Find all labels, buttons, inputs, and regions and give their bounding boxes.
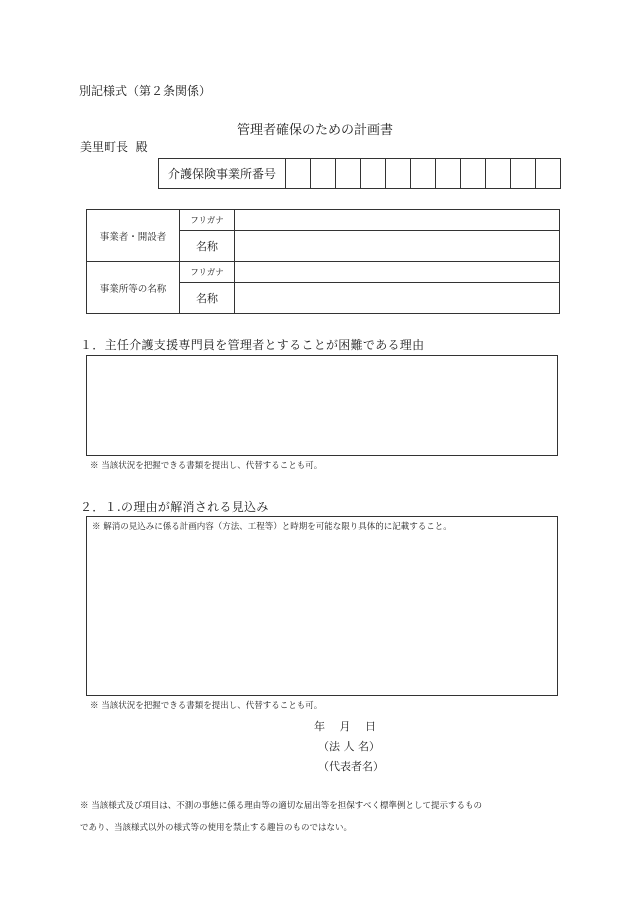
office-number-digit[interactable] [511,159,536,188]
representative-name-label: （代表者名） [318,760,384,773]
office-number-digit[interactable] [486,159,511,188]
form-reference: 別記様式（第２条関係） [79,84,212,98]
section1-textbox[interactable] [86,355,558,456]
facility-name-field[interactable] [235,283,560,314]
addressee: 美里町長 殿 [80,140,148,154]
office-number-digit[interactable] [411,159,436,188]
office-number-digit[interactable] [361,159,386,188]
section1-note: ※ 当該状況を把握できる書類を提出し、代替することも可。 [90,461,323,471]
office-number-digit[interactable] [286,159,311,188]
office-number-digit[interactable] [311,159,336,188]
corporation-name-label: （法 人 名） [318,740,380,753]
operator-label: 事業者・開設者 [87,210,180,262]
section2-instruction: ※ 解消の見込みに係る計画内容（方法、工程等）と時期を可能な限り具体的に記載すること。 [92,522,452,532]
date-line: 年 月 日 [314,720,376,733]
office-number-digit[interactable] [386,159,411,188]
footer-note-line1: ※ 当該様式及び項目は、不測の事態に係る理由等の適切な届出等を担保すべく標準例として提示するもの [80,801,483,811]
office-number-digit[interactable] [336,159,361,188]
office-number-digit[interactable] [461,159,486,188]
office-number-table [158,158,561,189]
operator-name-field[interactable] [235,231,560,262]
footer-note-line2: であり、当該様式以外の様式等の使用を禁止する趣旨のものではない。 [80,823,353,833]
office-number-digit[interactable] [536,159,560,188]
section2-textbox[interactable] [86,516,558,696]
office-number-digit[interactable] [436,159,461,188]
facility-name-label: 名称 [180,283,235,314]
applicant-info-table [86,209,560,314]
facility-label: 事業所等の名称 [87,262,180,314]
document-title: 管理者確保のための計画書 [236,123,393,138]
office-number-label: 介護保険事業所番号 [159,159,286,188]
operator-furigana-field[interactable] [235,210,560,231]
operator-name-label: 名称 [180,231,235,262]
facility-furigana-field[interactable] [235,262,560,283]
section2-heading: ２．１.の理由が解消される見込み [80,500,269,514]
operator-furigana-label: フリガナ [180,210,235,231]
facility-furigana-label: フリガナ [180,262,235,283]
section2-note: ※ 当該状況を把握できる書類を提出し、代替することも可。 [90,701,323,711]
section1-heading: １．主任介護支援専門員を管理者とすることが困難である理由 [80,338,425,352]
